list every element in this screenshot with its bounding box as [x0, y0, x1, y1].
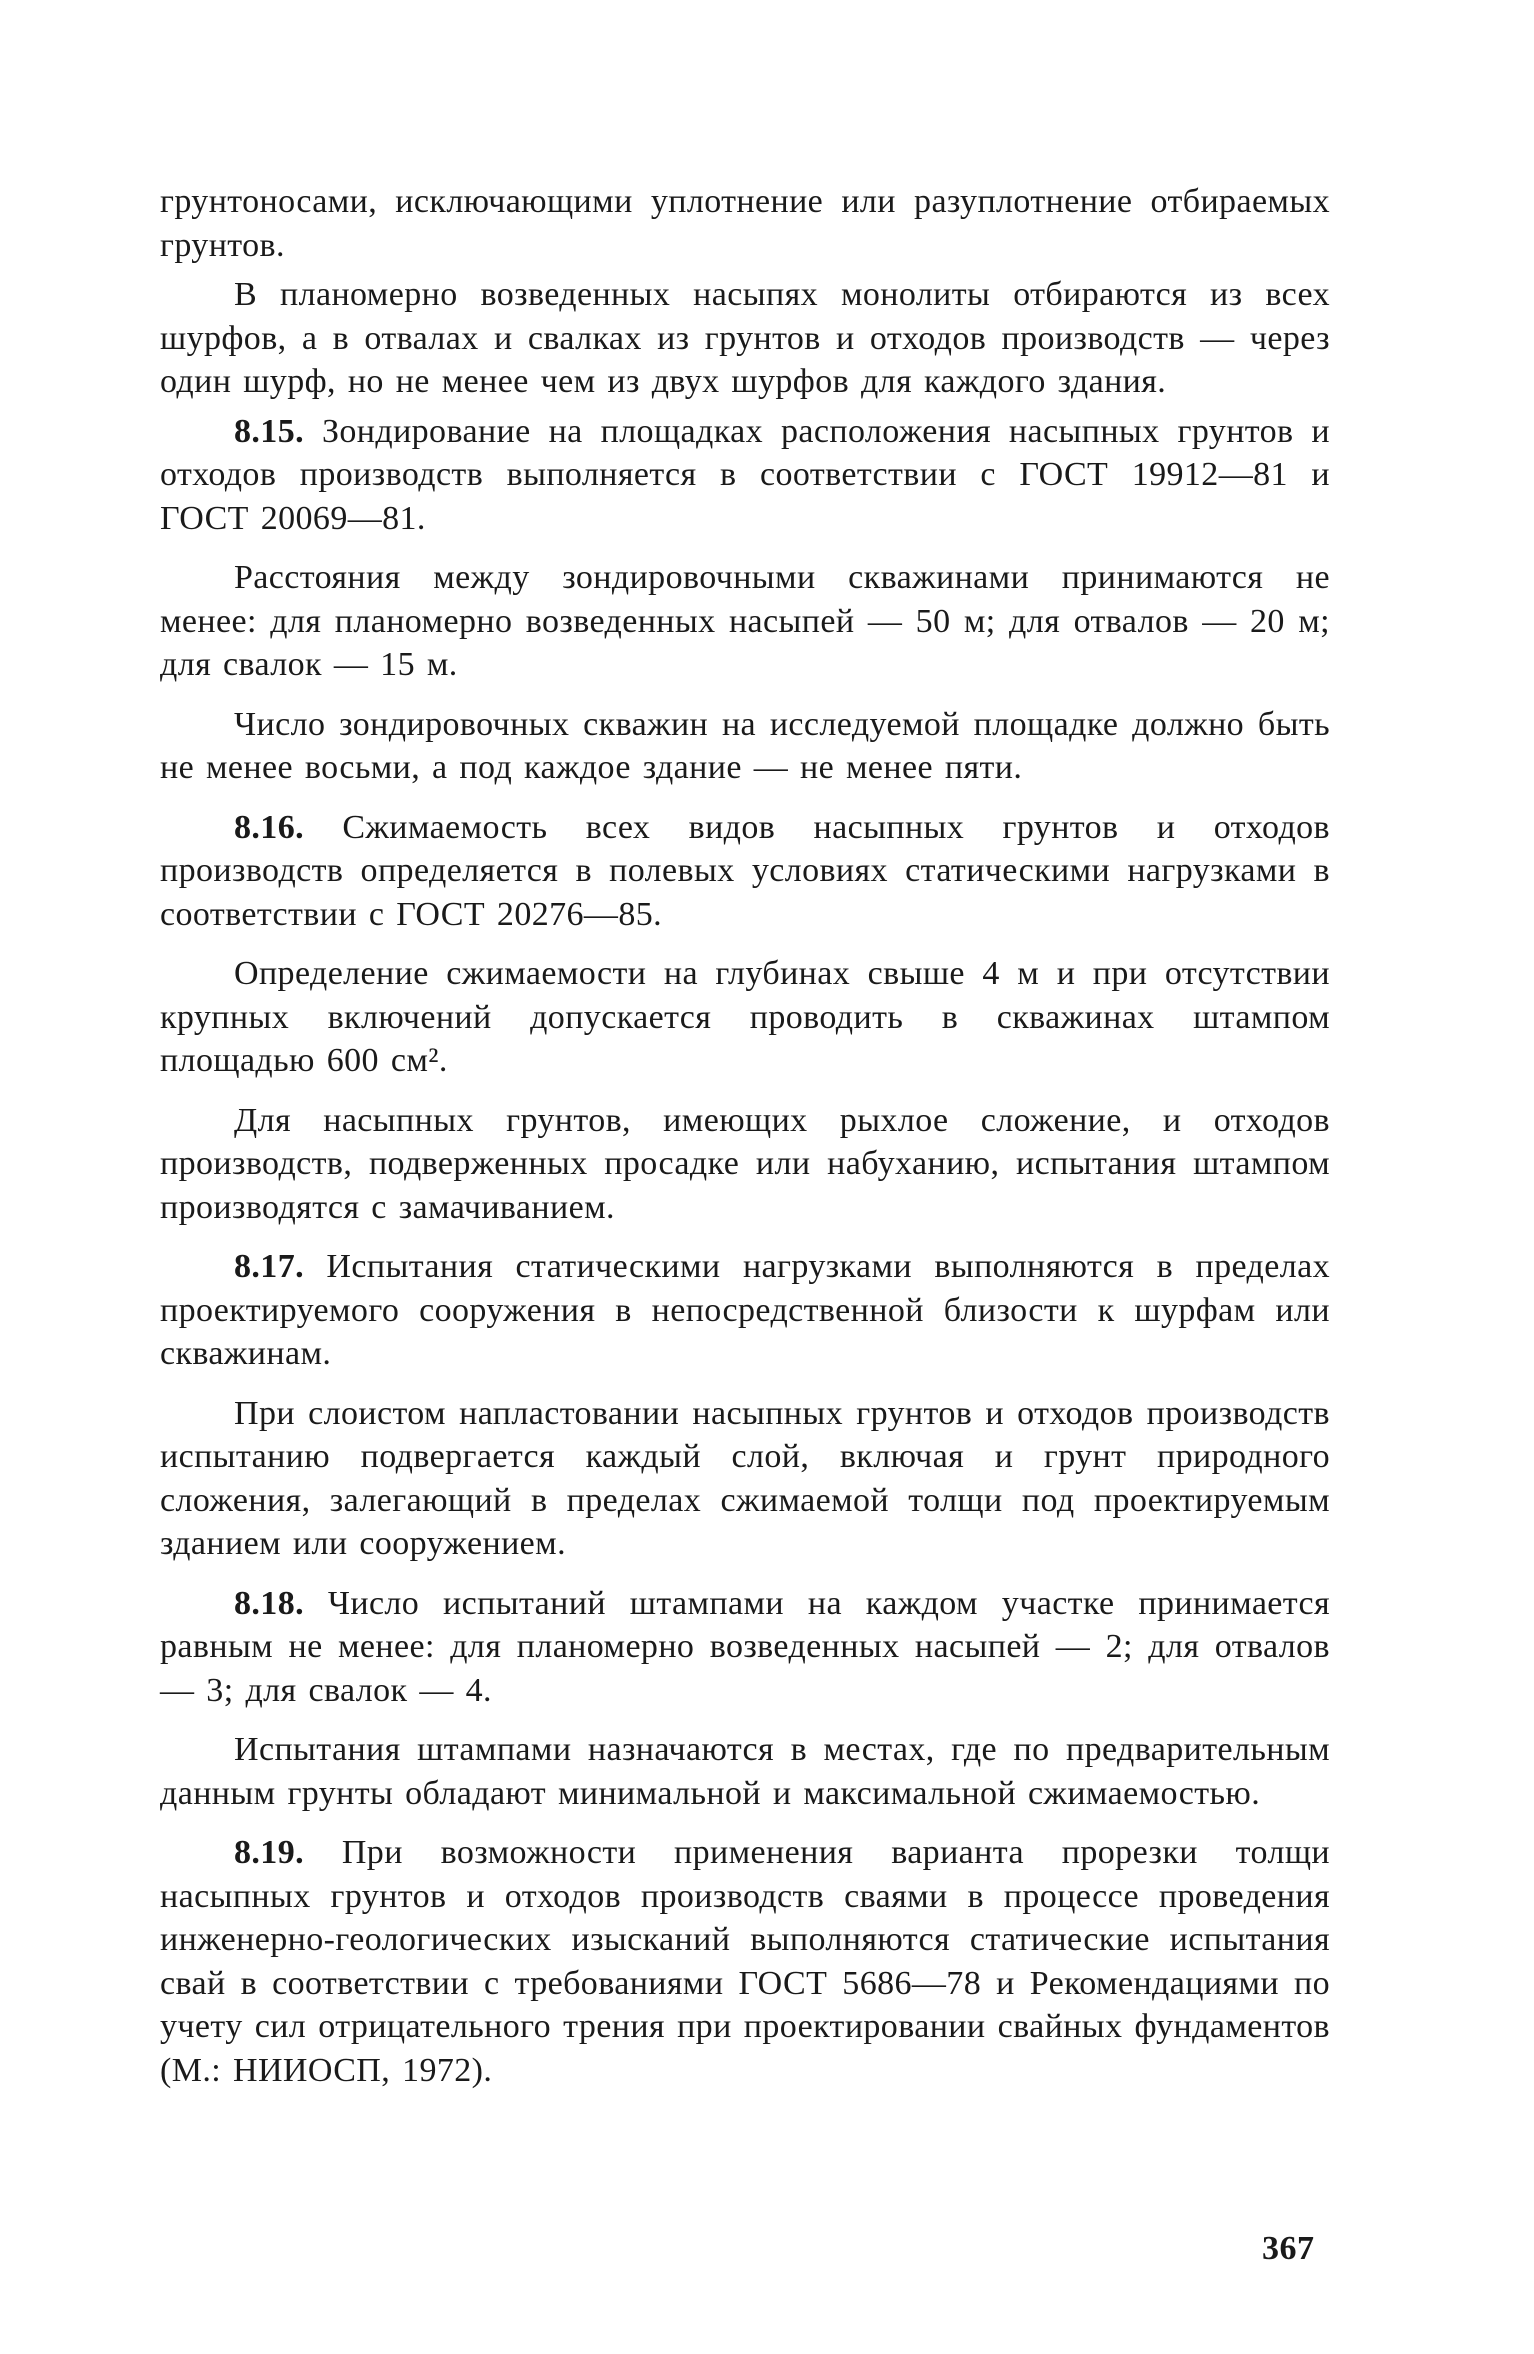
- paragraph-borehole-count: [160, 703, 1330, 790]
- paragraph-text: Испытания статическими нагрузками выполняются в пределах проектируемого сооружения в непосредственной близости к шурфам или скважинам.: [160, 1248, 1330, 1372]
- section-number: 8.19.: [234, 1834, 304, 1871]
- section-8-18: [160, 1582, 1330, 1713]
- paragraph-text: Для насыпных грунтов, имеющих рыхлое сложение, и отходов производств, подверженных просадке или набуханию, испытания штампом производятся с замачиванием.: [160, 1101, 1330, 1226]
- paragraph-text: При возможности применения варианта прорезки толщи насыпных грунтов и отходов производств сваями в процессе проведения инженерно-геологических изысканий выполняются статические испытания свай в соответствии с требованиями ГОСТ 5686—78 и Рекомендациями по учету сил отрицательного трения при проектировании свайных фундаментов (М.: НИИОСП, 1972).: [160, 1834, 1330, 2089]
- section-number: 8.17.: [234, 1248, 304, 1285]
- section-number: 8.15.: [234, 412, 304, 450]
- paragraph-monoliths: [160, 273, 1330, 404]
- page-number: 367: [1262, 2230, 1315, 2267]
- paragraph-text: При слоистом напластовании насыпных грунтов и отходов производств испытанию подвергается каждый слой, включая и грунт природного сложения, залегающий в пределах сжимаемой толщи под проектируемым зданием или сооружением.: [160, 1394, 1330, 1562]
- section-8-19: [160, 1831, 1330, 2092]
- paragraph-layered-soils: [160, 1392, 1330, 1566]
- paragraph-text: грунтоносами, исключающими уплотнение или разуплотнение отбираемых грунтов.: [160, 183, 1330, 264]
- paragraph-text: Расстояния между зондировочными скважинами принимаются не менее: для планомерно возведенных насыпей — 50 м; для отвалов — 20 м; для свалок — 15 м.: [160, 559, 1330, 683]
- section-8-17: [160, 1245, 1330, 1376]
- paragraph-text: Определение сжимаемости на глубинах свыше 4 м и при отсутствии крупных включений допускается проводить в скважинах штампом площадью 600 см².: [160, 955, 1330, 1079]
- paragraph-continuation: [160, 180, 1330, 267]
- paragraph-text: Испытания штампами назначаются в местах, где по предварительным данным грунты обладают минимальной и максимальной сжимаемостью.: [160, 1731, 1330, 1812]
- paragraph-stamp-tests: [160, 1728, 1330, 1815]
- paragraph-text: Сжимаемость всех видов насыпных грунтов и отходов производств определяется в полевых условиях статическими нагрузками в соответствии с ГОСТ 20276—85.: [160, 808, 1330, 933]
- section-8-15: [160, 410, 1330, 541]
- paragraph-text: Число испытаний штампами на каждом участке принимается равным не менее: для планомерно возведенных насыпей — 2; для отвалов — 3; для свалок — 4.: [160, 1584, 1330, 1709]
- paragraph-loose-soils: [160, 1099, 1330, 1230]
- section-number: 8.16.: [234, 808, 304, 846]
- section-number: 8.18.: [234, 1584, 304, 1622]
- paragraph-text: В планомерно возведенных насыпях монолиты отбираются из всех шурфов, а в отвалах и свалках из грунтов и отходов производств — через один шурф, но не менее чем из двух шурфов для каждого здания.: [160, 276, 1330, 400]
- paragraph-distances: [160, 556, 1330, 687]
- paragraph-compressibility-depth: [160, 952, 1330, 1083]
- paragraph-text: Зондирование на площадках расположения насыпных грунтов и отходов производств выполняется в соответствии с ГОСТ 19912—81 и ГОСТ 20069—81.: [160, 412, 1330, 537]
- paragraph-text: Число зондировочных скважин на исследуемой площадке должно быть не менее восьми, а под каждое здание — не менее пяти.: [160, 705, 1330, 786]
- document-page: [160, 180, 1330, 2092]
- section-8-16: [160, 806, 1330, 937]
